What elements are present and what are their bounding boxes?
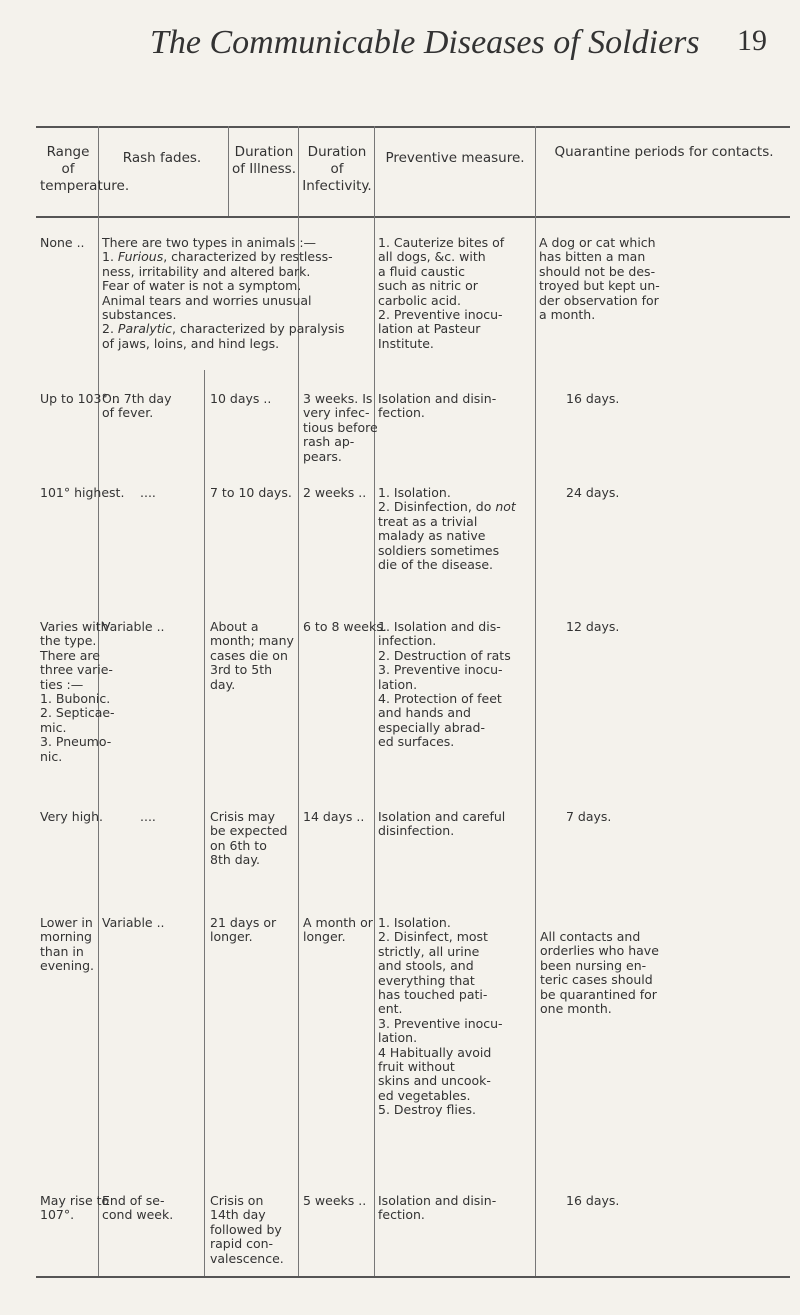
- row-5-illness: Crisis may be expected on 6th to 8th day.: [210, 809, 288, 868]
- row-3-rash: ....: [140, 485, 156, 500]
- row-6-temperature: Lower in morning than in evening.: [40, 915, 95, 974]
- row-4-preventive: 1. Isolation and dis- infection. 2. Destruction of rats 3. Preventive inocu- lation. 4. Protection of feet and hands and especially abrad- ed surfaces.: [378, 619, 511, 750]
- row-7-quarantine: 16 days.: [566, 1193, 620, 1208]
- table-bottom-rule: [36, 1276, 790, 1278]
- row-7-illness: Crisis on 14th day followed by rapid con- valescence.: [210, 1193, 284, 1266]
- table-top-rule: [36, 126, 790, 128]
- header-duration-infectivity: Duration of Infectivity.: [302, 144, 372, 194]
- row-7-rash: End of se- cond week.: [102, 1193, 174, 1223]
- row-1-temperature: None ..: [40, 235, 85, 250]
- row-2-rash: On 7th day of fever.: [102, 391, 172, 421]
- header-duration-illness: Duration of Illness.: [232, 144, 297, 177]
- row-5-temperature: Very high.: [40, 809, 104, 824]
- row-3-preventive: 1. Isolation. 2. Disinfection, do not treat as a trivial malady as native soldiers sometimes die of the disease.: [378, 485, 516, 573]
- row-2-preventive: Isolation and disin- fection.: [378, 391, 497, 421]
- row-7-temperature: May rise to 107°.: [40, 1193, 110, 1223]
- row-6-infectivity: A month or longer.: [303, 915, 373, 945]
- column-divider: [374, 126, 375, 1276]
- row-6-rash: Variable ..: [102, 915, 165, 930]
- row-6-illness: 21 days or longer.: [210, 915, 277, 945]
- column-divider: [204, 370, 205, 1276]
- row-4-temperature: Varies with the type. There are three varie- ties :— 1. Bubonic. 2. Septicae- mic. 3. Pneumo- nic.: [40, 619, 115, 764]
- row-5-rash: ....: [140, 809, 156, 824]
- row-2-quarantine: 16 days.: [566, 391, 620, 406]
- row-2-illness: 10 days ..: [210, 391, 272, 406]
- row-3-illness: 7 to 10 days.: [210, 485, 292, 500]
- row-4-rash: Variable ..: [102, 619, 165, 634]
- row-1-quarantine: A dog or cat which has bitten a man should not be des- troyed but kept un- der observation for a month.: [539, 235, 660, 323]
- row-4-quarantine: 12 days.: [566, 619, 620, 634]
- row-3-infectivity: 2 weeks ..: [303, 485, 367, 500]
- column-divider: [228, 126, 229, 216]
- column-divider: [535, 126, 536, 1276]
- header-temperature: Range of temperature.: [40, 144, 130, 194]
- row-5-infectivity: 14 days ..: [303, 809, 365, 824]
- row-4-illness: About a month; many cases die on 3rd to 5th day.: [210, 619, 294, 692]
- page-number: 19: [737, 24, 767, 57]
- row-1-preventive: 1. Cauterize bites of all dogs, &c. with a fluid caustic such as nitric or carbolic acid. 2. Preventive inocu- lation at Pasteur Institute.: [378, 235, 505, 351]
- header-preventive-measure: Preventive measure.: [385, 150, 525, 166]
- header-quarantine: Quarantine periods for contacts.: [554, 144, 774, 160]
- running-title: The Communicable Diseases of Soldiers: [150, 24, 700, 61]
- row-5-preventive: Isolation and careful disinfection.: [378, 809, 506, 839]
- row-3-quarantine: 24 days.: [566, 485, 620, 500]
- row-5-quarantine: 7 days.: [566, 809, 612, 824]
- row-4-infectivity: 6 to 8 weeks.: [303, 619, 387, 634]
- row-2-temperature: Up to 103° ..: [40, 391, 120, 406]
- row-2-infectivity: 3 weeks. Is very infec- tious before rash ap- pears.: [303, 391, 378, 464]
- row-1-description: There are two types in animals :— 1. Furious, characterized by restless- ness, irritability and altered bark. Fear of water is not a symptom. Animal tears and worries unusual substances. 2. Paralytic, characterized by paralysis of jaws, loins, and hind legs.: [102, 235, 345, 351]
- row-6-preventive: 1. Isolation. 2. Disinfect, most strictly, all urine and stools, and everything that has touched pati- ent. 3. Preventive inocu- lation. 4 Habitually avoid fruit without skins and uncook- ed vegetables. 5. Destroy flies.: [378, 915, 503, 1118]
- row-3-temperature: 101° highest.: [40, 485, 125, 500]
- row-6-quarantine: All contacts and orderlies who have been nursing en- teric cases should be quarantined for one month.: [540, 929, 659, 1017]
- header-rash-fades: Rash fades.: [122, 150, 202, 166]
- row-7-infectivity: 5 weeks ..: [303, 1193, 367, 1208]
- row-7-preventive: Isolation and disin- fection.: [378, 1193, 497, 1223]
- table-header-rule: [36, 216, 790, 218]
